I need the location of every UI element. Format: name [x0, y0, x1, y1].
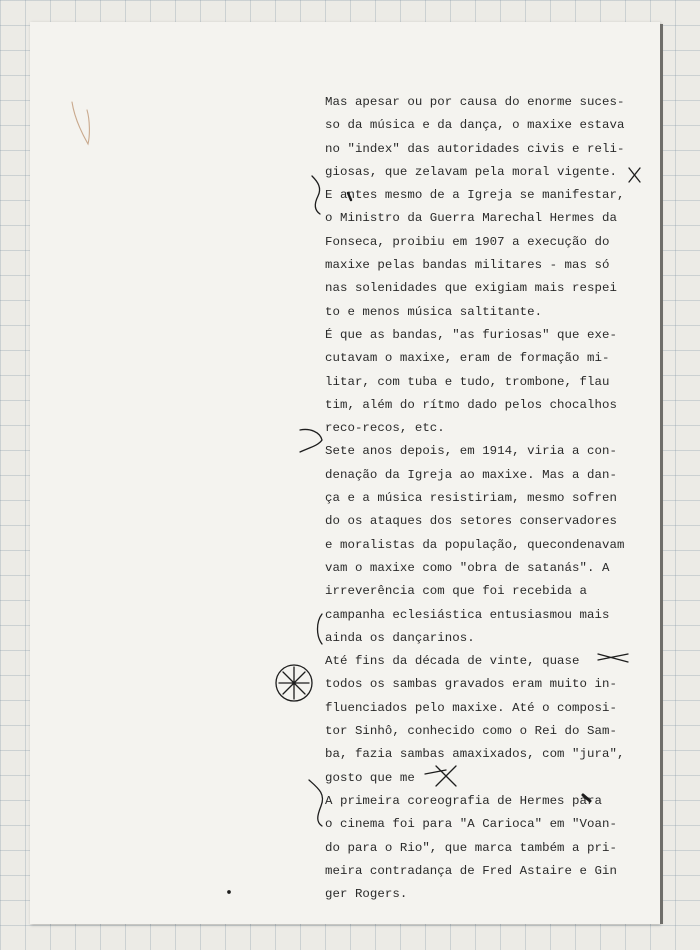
text-line: ba, fazia sambas amaxixados, com "jura",	[325, 747, 625, 762]
text-line: o cinema foi para "A Carioca" em "Voan-	[325, 817, 617, 832]
text-line: maxixe pelas bandas militares - mas só	[325, 258, 610, 273]
text-line: reco-recos, etc.	[325, 421, 445, 436]
text-line: to e menos música saltitante.	[325, 304, 543, 319]
text-line: no "index" das autoridades civis e reli-	[325, 141, 625, 156]
text-line: meira contradança de Fred Astaire e Gin	[325, 863, 617, 878]
text-line: campanha eclesiástica entusiasmou mais	[325, 607, 610, 622]
text-line: E antes mesmo de a Igreja se manifestar,	[325, 188, 625, 203]
text-line: todos os sambas gravados eram muito in-	[325, 677, 617, 692]
text-line: cutavam o maxixe, eram de formação mi-	[325, 351, 610, 366]
text-line: so da música e da dança, o maxixe estava	[325, 118, 625, 133]
text-line: fluenciados pelo maxixe. Até o composi-	[325, 700, 617, 715]
text-line: ainda os dançarinos.	[325, 630, 475, 645]
text-line: A primeira coreografia de Hermes para	[325, 793, 602, 808]
text-line: denação da Igreja ao maxixe. Mas a dan-	[325, 467, 617, 482]
text-line: ger Rogers.	[325, 887, 408, 902]
text-line: o Ministro da Guerra Marechal Hermes da	[325, 211, 617, 226]
text-line: tim, além do rítmo dado pelos chocalhos	[325, 397, 617, 412]
text-line: nas solenidades que exigiam mais respei	[325, 281, 617, 296]
text-line: É que as bandas, "as furiosas" que exe-	[325, 327, 617, 342]
text-line: Mas apesar ou por causa do enorme suces-	[325, 95, 625, 109]
text-line: Fonseca, proibiu em 1907 a execução do	[325, 234, 610, 249]
text-line: Até fins da década de vinte, quase	[325, 654, 580, 669]
text-line: gosto que me	[325, 770, 415, 785]
text-line: do os ataques dos setores conservadores	[325, 514, 617, 529]
text-line: irreverência com que foi recebida a	[325, 584, 587, 599]
text-line: ça e a música resistiriam, mesmo sofren	[325, 491, 617, 506]
text-line: litar, com tuba e tudo, trombone, flau	[325, 374, 610, 389]
text-line: e moralistas da população, quecondenavam	[325, 537, 625, 552]
text-line: Sete anos depois, em 1914, viria a con-	[325, 444, 617, 459]
typed-text-block	[325, 91, 665, 906]
text-line: vam o maxixe como "obra de satanás". A	[325, 560, 610, 575]
text-line: giosas, que zelavam pela moral vigente.	[325, 164, 617, 179]
text-line: tor Sinhô, conhecido como o Rei do Sam-	[325, 724, 617, 739]
text-line: do para o Rio", que marca também a pri-	[325, 840, 617, 855]
